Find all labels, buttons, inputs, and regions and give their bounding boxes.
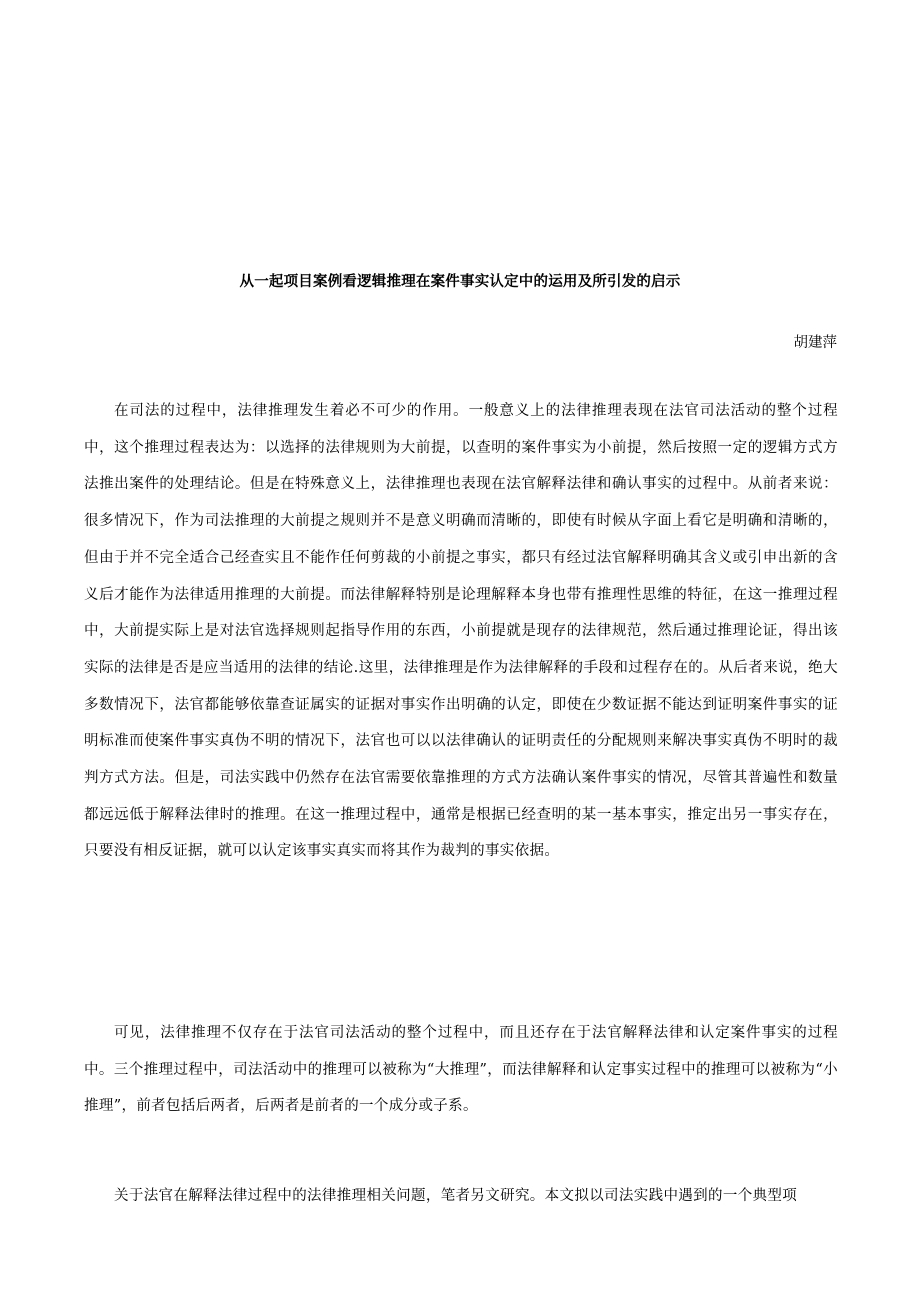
body-paragraph: 关于法官在解释法律过程中的法律推理相关问题，笔者另文研究。本文拟以司法实践中遇到的一个典型项 [114, 1188, 798, 1204]
body-paragraph: 在司法的过程中，法律推理发生着必不可少的作用。一般意义上的法律推理表现在法官司法活动的整个过程中，这个推理过程表达为：以选择的法律规则为大前提，以查明的案件事实为小前提，然后按照一定的逻辑方式方法推出案件的处理结论。但是在特殊意义上，法律推理也表现在法官解释法律和确认事实的过程中。从前者来说：很多情况下，作为司法推理的大前提之规则并不是意义明确而清晰的，即使有时候从字面上看它是明确和清晰的，但由于并不完全适合己经查实且不能作任何剪裁的小前提之事实，都只有经过法官解释明确其含义或引申出新的含义后才能作为法律适用推理的大前提。而法律解释特别是论理解释本身也带有推理性思维的特征，在这一推理过程中，大前提实际上是对法官选择规则起指导作用的东西，小前提就是现存的法律规范，然后通过推理论证，得出该实际的法律是否是应当适用的法律的结论.这里，法律推理是作为法律解释的手段和过程存在的。从后者来说，绝大多数情况下，法官都能够依靠查证属实的证据对事实作出明确的认定，即使在少数证据不能达到证明案件事实的证明标准而使案件事实真伪不明的情况下，法官也可以以法律确认的证明责任的分配规则来解决事实真伪不明时的裁判方式方法。但是，司法实践中仍然存在法官需要依靠推理的方式方法确认案件事实的情况，尽管其普遍性和数量都远远低于解释法律时的推理。在这一推理过程中，通常是根据已经查明的某一基本事实，推定出另一事实存在，只要没有相反证据，就可以认定该事实真实而将其作为裁判的事实依据。 [84, 403, 838, 860]
document-title: 从一起项目案例看逻辑推理在案件事实认定中的运用及所引发的启示 [239, 274, 681, 290]
body-paragraph: 可见，法律推理不仅存在于法官司法活动的整个过程中，而且还存在于法官解释法律和认定案件事实的过程中。三个推理过程中，司法活动中的推理可以被称为“大推理”，而法律解释和认定事实过程中的推理可以被称为“小推理”，前者包括后两者，后两者是前者的一个成分或子系。 [84, 1025, 838, 1115]
author-name: 胡建萍 [793, 335, 837, 351]
